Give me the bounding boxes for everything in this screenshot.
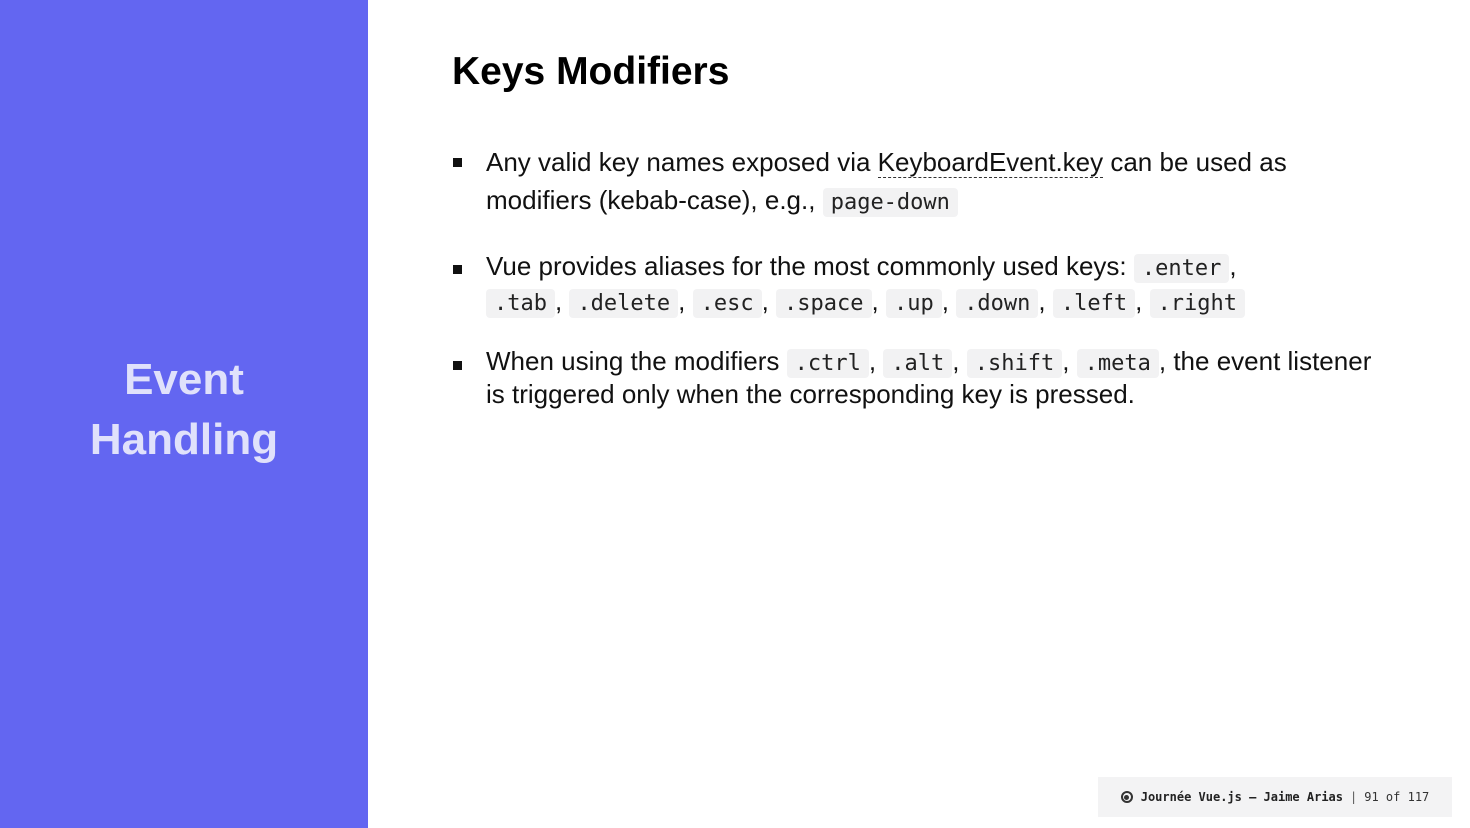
code-key-alias: .delete [569,289,678,318]
page-counter: 91 of 117 [1364,790,1430,804]
code-key-alias: .tab [486,289,555,318]
code-key-alias: .space [776,289,871,318]
code-key-alias: .down [956,289,1038,318]
square-bullet-icon [453,158,462,167]
bullet-item-key-aliases: Vue provides aliases for the most commonly used keys: .enter , .tab , .delete , .esc , .space , .up , .down , .left , .right [452,250,1372,320]
square-bullet-icon [453,361,462,370]
slide-footer [1098,777,1452,817]
code-modifier-key: .shift [967,349,1062,378]
code-key-alias: .right [1150,289,1245,318]
sidebar [0,0,368,828]
code-modifier-key: .ctrl [787,349,869,378]
bullet-text: can be used as modifiers (kebab-case), e.g., [486,147,1287,215]
code-key-alias: .enter [1134,254,1229,283]
keyboardevent-key-link[interactable]: KeyboardEvent.key [877,147,1104,177]
presentation-logo-icon [1121,791,1133,803]
bullet-text: When using the modifiers [486,346,787,376]
bullet-text: Vue provides aliases for the most commonly used keys: [486,251,1134,281]
code-modifier-key: .alt [883,349,952,378]
bullet-text: Any valid key names exposed via [486,147,878,177]
footer-separator: | [1350,790,1358,804]
slide-title: Keys Modifiers [452,50,730,93]
code-key-alias: .esc [693,289,762,318]
code-key-alias: .up [886,289,942,318]
square-bullet-icon [453,265,462,274]
bullet-item-key-names [452,143,1372,222]
section-title: Event Handling [89,355,279,464]
code-page-down: page-down [823,188,958,217]
bullet-list [452,143,1372,437]
code-modifier-key: .meta [1077,349,1159,378]
code-key-alias: .left [1053,289,1135,318]
footer-title: Journée Vue.js — Jaime Arias [1140,790,1344,804]
bullet-text: , the event listener is triggered only when the corresponding key is pressed. [486,346,1372,409]
bullet-item-system-modifiers: When using the modifiers .ctrl , .alt , .shift , .meta , the event listener is triggered only when the corresponding key is pressed. [452,346,1372,409]
